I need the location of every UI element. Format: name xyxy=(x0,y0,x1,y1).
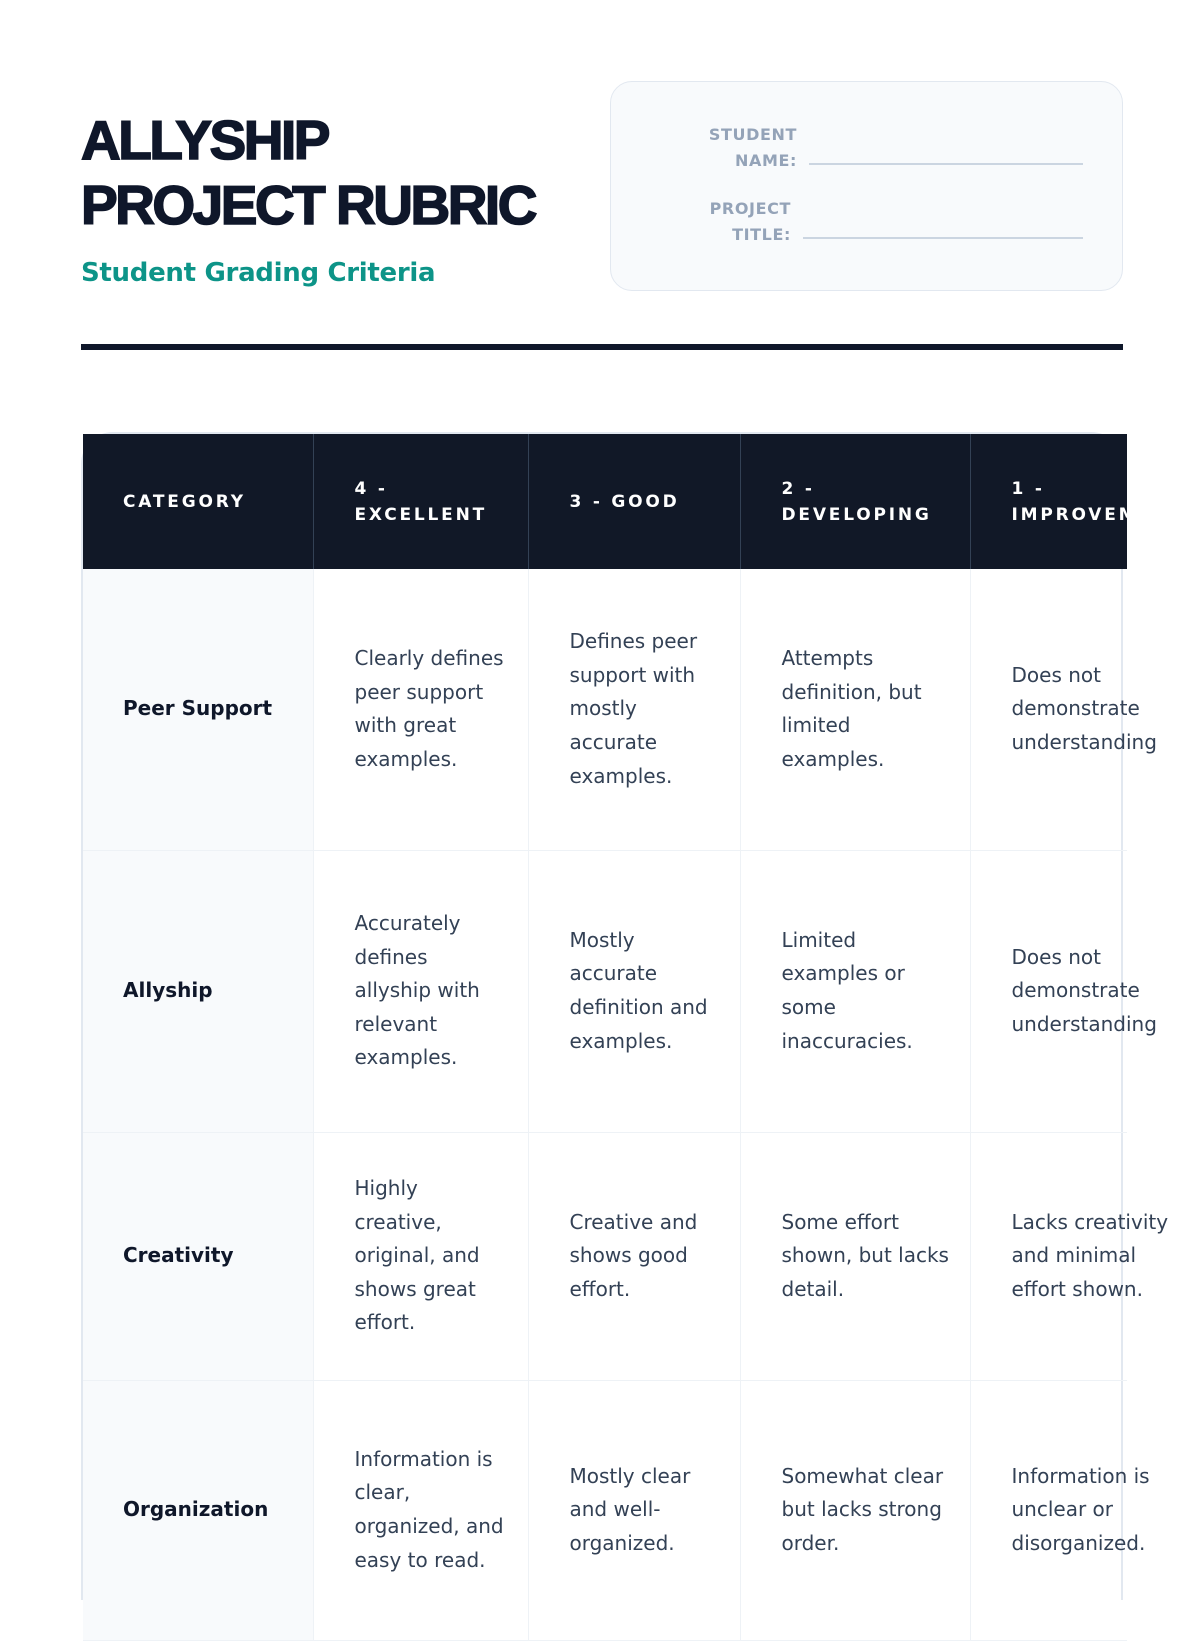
excellent-cell: Clearly defines peer support with great examples. xyxy=(313,569,528,850)
rubric-table-container xyxy=(81,432,1185,1600)
column-header-improvement: 1 - IMPROVEMENT xyxy=(1011,478,1185,525)
improvement-line: demonstrate xyxy=(1011,696,1140,721)
category-cell: Creativity xyxy=(83,1132,313,1380)
student-name-field xyxy=(697,122,1083,174)
header-row xyxy=(83,434,1127,569)
project-title-label-line-1: PROJECT xyxy=(709,199,791,218)
improvement-line: understanding xyxy=(1011,1011,1157,1036)
improvement-line: disorganized. xyxy=(1011,1530,1146,1555)
project-title-field xyxy=(697,196,1083,248)
improvement-line: Does not xyxy=(1011,944,1101,969)
student-info-card xyxy=(610,81,1123,291)
column-header-developing: 2 - DEVELOPING xyxy=(740,434,970,569)
project-title-label-line-2: TITLE: xyxy=(732,225,791,244)
good-cell: Creative and shows good effort. xyxy=(528,1132,740,1380)
page-title xyxy=(81,108,535,238)
page-subtitle: Student Grading Criteria xyxy=(81,258,436,288)
project-title-input-line[interactable] xyxy=(803,237,1083,239)
category-cell: Organization xyxy=(83,1380,313,1640)
excellent-cell: Highly creative, original, and shows great effort. xyxy=(313,1132,528,1380)
table-row xyxy=(83,569,1127,850)
improvement-line: unclear or xyxy=(1011,1497,1114,1522)
improvement-cell xyxy=(970,1380,1150,1640)
student-name-label-line-1: STUDENT xyxy=(708,125,797,144)
good-cell: Mostly clear and well-organized. xyxy=(528,1380,740,1640)
column-header-excellent: 4 - EXCELLENT xyxy=(313,434,528,569)
table-row xyxy=(83,850,1127,1132)
excellent-cell: Accurately defines allyship with relevant examples. xyxy=(313,850,528,1132)
rubric-table-header xyxy=(83,434,1185,569)
header-divider xyxy=(81,344,1123,350)
title-block xyxy=(81,108,535,288)
good-cell: Defines peer support with mostly accurate examples. xyxy=(528,569,740,850)
category-cell: Peer Support xyxy=(83,569,313,850)
improvement-line: Lacks creativity xyxy=(1011,1209,1169,1234)
improvement-line: Information is xyxy=(1011,1463,1150,1488)
student-name-input-line[interactable] xyxy=(809,163,1083,165)
improvement-cell xyxy=(970,850,1157,1132)
improvement-cell xyxy=(970,1132,1169,1380)
excellent-cell: Information is clear, organized, and easy to read. xyxy=(313,1380,528,1640)
page-title-line-2: PROJECT RUBRIC xyxy=(81,174,535,236)
good-cell: Mostly accurate definition and examples. xyxy=(528,850,740,1132)
rubric-table-body xyxy=(83,569,1169,1640)
category-cell: Allyship xyxy=(83,850,313,1132)
developing-cell: Limited examples or some inaccuracies. xyxy=(740,850,970,1132)
student-name-label-line-2: NAME: xyxy=(734,151,797,170)
table-row xyxy=(83,1132,1127,1380)
student-name-label xyxy=(697,122,797,174)
project-title-label xyxy=(697,196,791,248)
developing-cell: Some effort shown, but lacks detail. xyxy=(740,1132,970,1380)
improvement-line: demonstrate xyxy=(1011,978,1140,1003)
improvement-line: and minimal xyxy=(1011,1243,1137,1268)
table-row xyxy=(83,1380,1127,1640)
improvement-line: understanding xyxy=(1011,730,1157,755)
column-header-category: CATEGORY xyxy=(83,434,313,569)
page-title-line-1: ALLYSHIP xyxy=(81,109,328,171)
improvement-line: effort shown. xyxy=(1011,1276,1143,1301)
improvement-cell xyxy=(970,569,1157,850)
developing-cell: Attempts definition, but limited examples. xyxy=(740,569,970,850)
column-header-good: 3 - GOOD xyxy=(528,434,740,569)
rubric-table xyxy=(83,434,1185,1641)
improvement-line: Does not xyxy=(1011,662,1101,687)
developing-cell: Somewhat clear but lacks strong order. xyxy=(740,1380,970,1640)
